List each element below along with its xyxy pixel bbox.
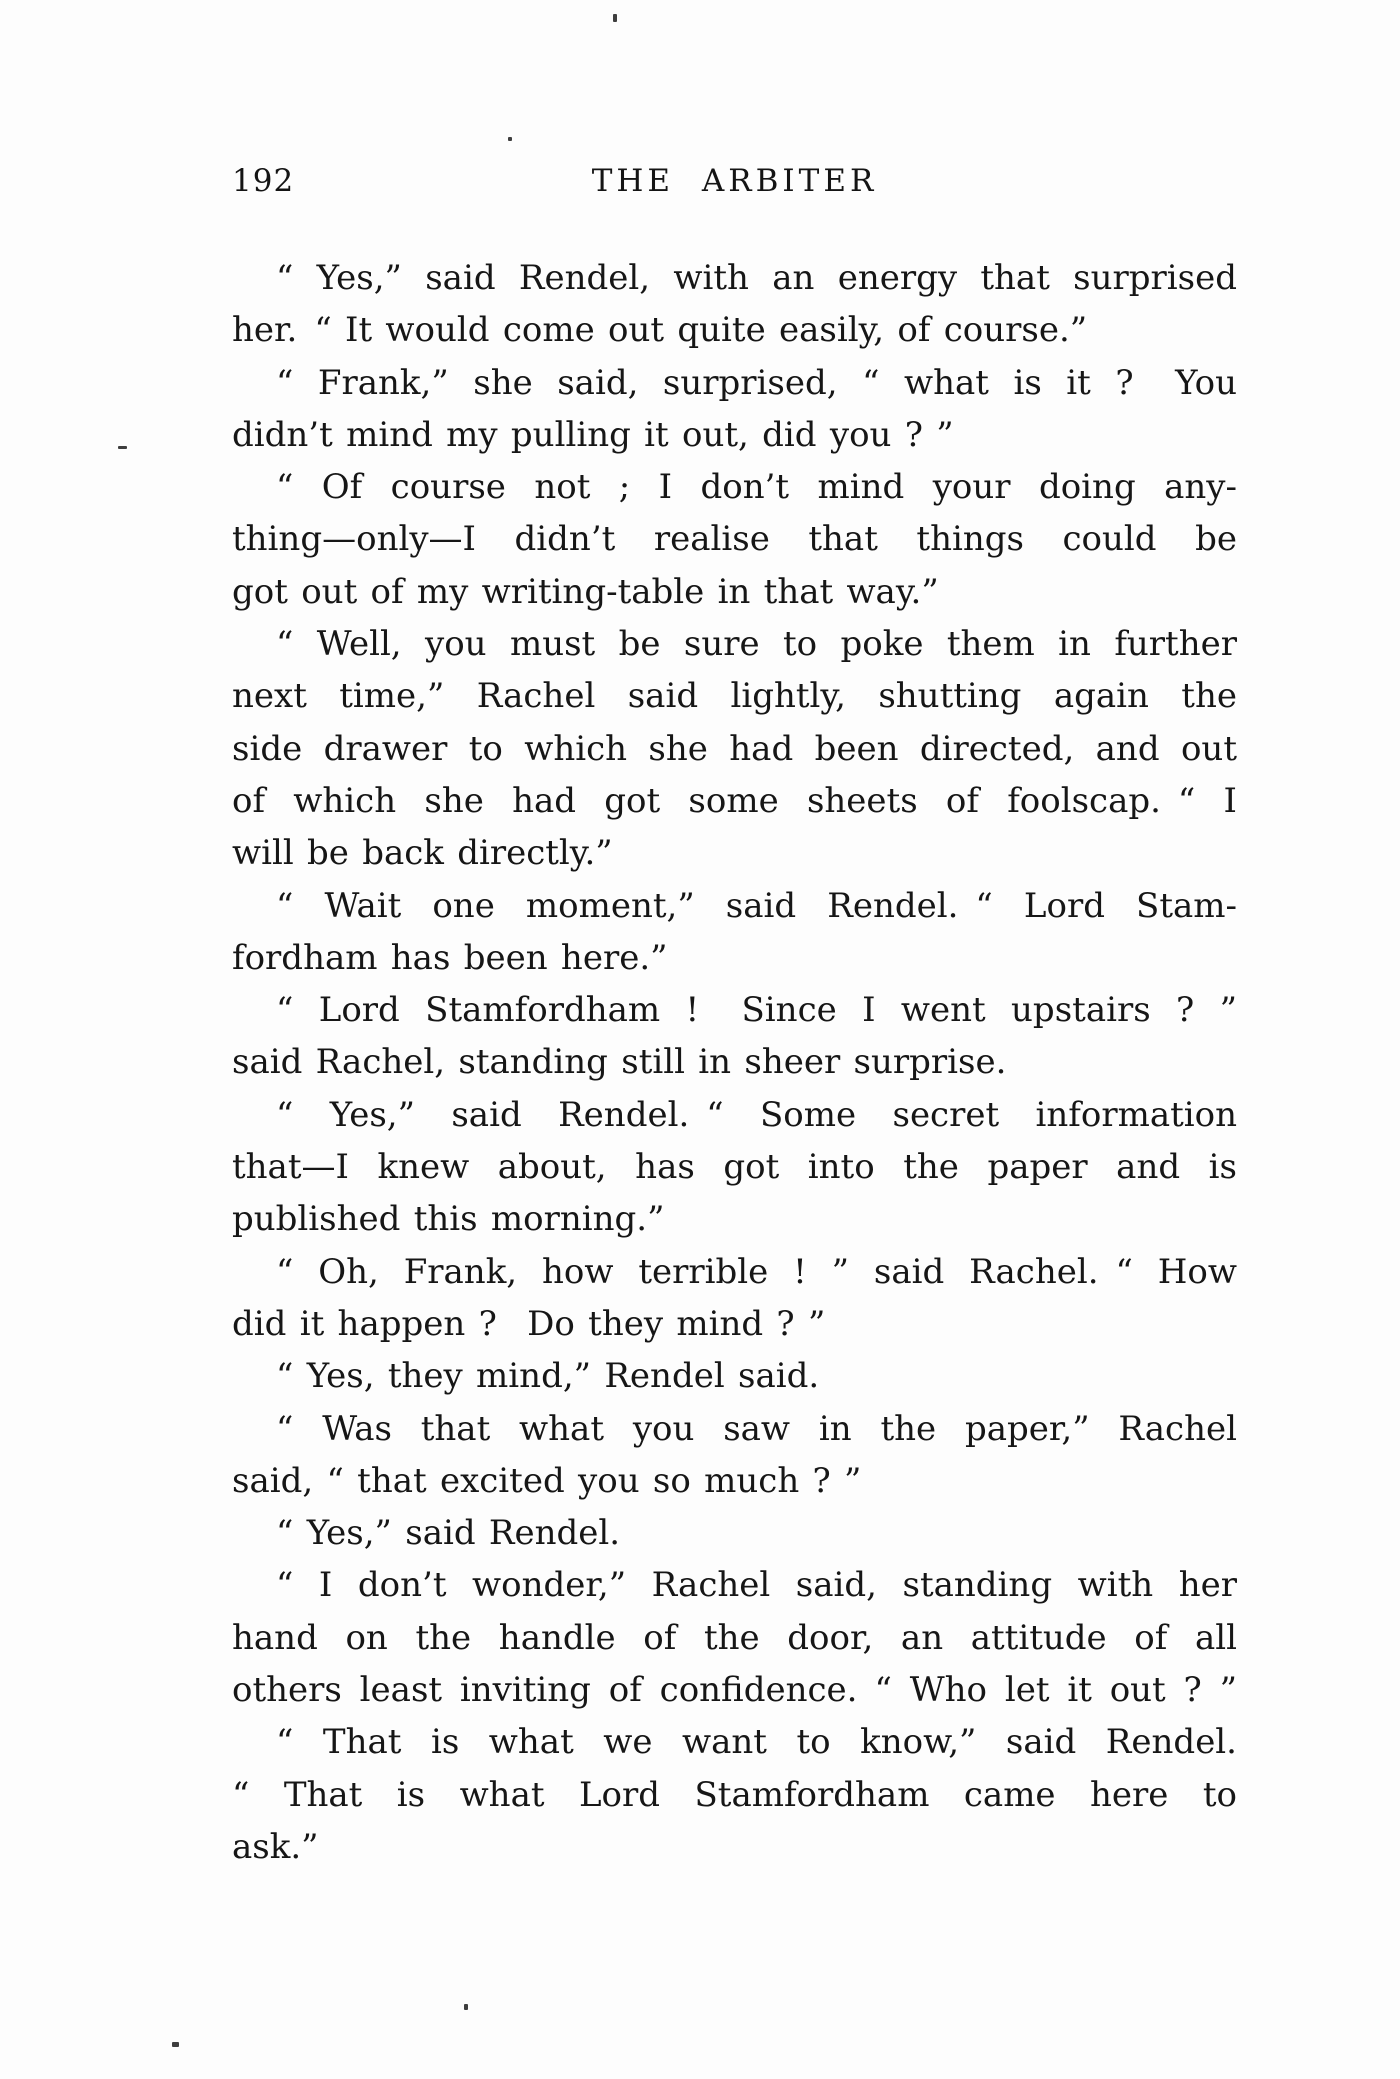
scan-speck	[172, 2042, 179, 2047]
page-body-text	[232, 252, 1237, 1873]
scan-speck	[464, 2004, 468, 2010]
text-line: “ Well, you must be sure to poke them in further	[276, 624, 1237, 665]
text-line: “ Of course not ; I don’t mind your doing any-	[276, 467, 1237, 508]
text-line: side drawer to which she had been directed, and out	[232, 728, 1237, 769]
text-line: said, “ that excited you so much ? ”	[232, 1460, 862, 1501]
paragraph	[232, 618, 1237, 879]
text-line: next time,” Rachel said lightly, shutting again the	[232, 676, 1237, 717]
text-line: didn’t mind my pulling it out, did you ? ”	[232, 414, 954, 455]
text-line: “ Yes,” said Rendel. “ Some secret information	[276, 1094, 1237, 1135]
text-line: hand on the handle of the door, an attitude of all	[232, 1617, 1237, 1658]
text-line: “ Frank,” she said, surprised, “ what is it ? You	[276, 362, 1237, 403]
running-title: THE ARBITER	[591, 163, 878, 199]
text-line: “ Was that what you saw in the paper,” Rachel	[276, 1408, 1237, 1449]
text-line: “ Yes,” said Rendel, with an energy that surprised	[276, 258, 1237, 298]
text-line: thing—only—I didn’t realise that things could be	[232, 519, 1237, 560]
text-line: “ Lord Stamfordham ! Since I went upstairs ? ”	[276, 990, 1237, 1031]
scan-speck	[118, 446, 127, 449]
paragraph	[232, 1716, 1237, 1873]
text-line: others least inviting of confidence. “ Who let it out ? ”	[232, 1670, 1237, 1711]
paragraph	[232, 880, 1237, 985]
paragraph	[232, 984, 1237, 1089]
paragraph	[232, 1246, 1237, 1351]
paragraph	[232, 1507, 1237, 1559]
text-line: “ I don’t wonder,” Rachel said, standing with her	[276, 1565, 1237, 1606]
paragraph	[232, 357, 1237, 462]
text-line: will be back directly.”	[232, 833, 613, 874]
scan-speck	[613, 14, 617, 22]
text-line: “ That is what we want to know,” said Rendel.	[276, 1722, 1237, 1763]
text-line: did it happen ? Do they mind ? ”	[232, 1303, 826, 1344]
paragraph	[232, 461, 1237, 618]
text-line: published this morning.”	[232, 1199, 665, 1240]
text-line: “ Wait one moment,” said Rendel. “ Lord Stam-	[276, 885, 1237, 926]
text-line: got out of my writing-table in that way.”	[232, 571, 939, 612]
text-line: said Rachel, standing still in sheer surprise.	[232, 1042, 1007, 1083]
paragraph	[232, 1403, 1237, 1508]
paragraph	[232, 1089, 1237, 1246]
text-line: her. “ It would come out quite easily, of course.”	[232, 310, 1088, 351]
text-line: “ Yes,” said Rendel.	[276, 1513, 621, 1554]
paragraph	[232, 252, 1237, 357]
paragraph	[232, 1559, 1237, 1716]
text-line: “ Yes, they mind,” Rendel said.	[276, 1356, 820, 1397]
page-number: 192	[232, 163, 295, 199]
text-line: that—I knew about, has got into the paper and is	[232, 1147, 1237, 1188]
text-line: of which she had got some sheets of foolscap. “ I	[232, 780, 1237, 821]
page-header	[232, 163, 1237, 205]
text-line: “ That is what Lord Stamfordham came here to	[232, 1774, 1237, 1815]
scan-speck	[508, 137, 512, 141]
text-line: fordham has been here.”	[232, 937, 668, 978]
paragraph	[232, 1350, 1237, 1402]
text-line: ask.”	[232, 1826, 319, 1867]
text-line: “ Oh, Frank, how terrible ! ” said Rachel. “ How	[276, 1251, 1237, 1292]
